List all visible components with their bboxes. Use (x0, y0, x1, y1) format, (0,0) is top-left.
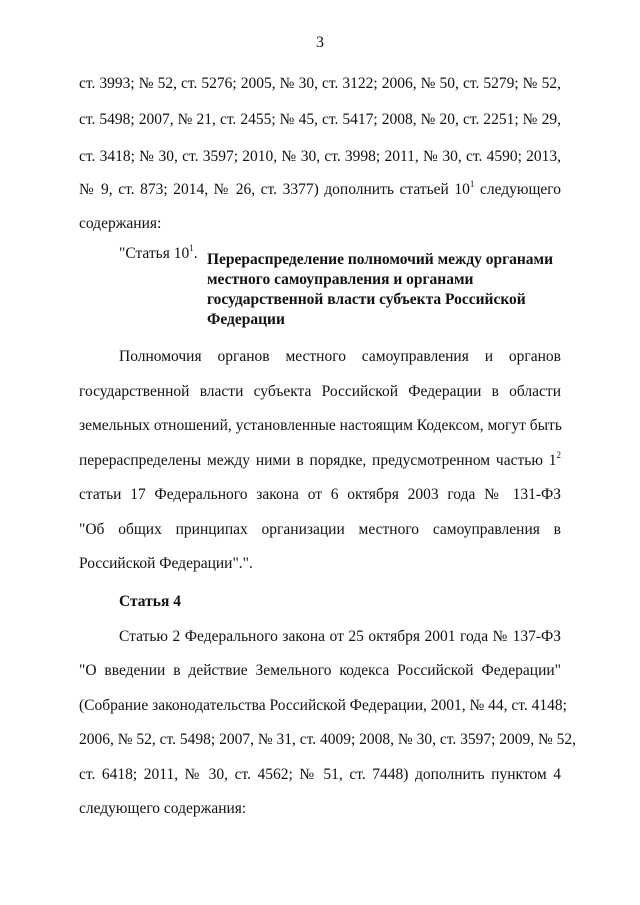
article-title (207, 250, 567, 330)
superscript: 2 (556, 450, 561, 460)
text-line: содержания: (79, 215, 162, 232)
superscript: 1 (469, 179, 475, 189)
text-line: следующего содержания: (79, 800, 247, 817)
article-4-heading: Статья 4 (119, 593, 181, 610)
text-line: Российской Федерации".". (79, 555, 253, 572)
text-line: земельных отношений, установленные настоящим Кодексом, могут быть (79, 417, 562, 434)
text-line-with-superscript (79, 181, 561, 199)
text-fragment: № 9, ст. 873; 2014, № 26, ст. 3377) дополнить статьей 10 (79, 181, 470, 198)
text-line: Полномочия органов местного самоуправления и органов (119, 348, 561, 365)
page-number: 3 (316, 34, 324, 51)
text-line-with-superscript (79, 452, 561, 470)
text-line: ст. 5498; 2007, № 21, ст. 2455; № 45, ст. 5417; 2008, № 20, ст. 2251; № 29, (79, 111, 561, 128)
text-fragment: следующего (474, 181, 561, 198)
article-title-line: Федерации (207, 311, 285, 328)
text-line: 2006, № 52, ст. 5498; 2007, № 31, ст. 4009; 2008, № 30, ст. 3597; 2009, № 52, (79, 731, 577, 748)
text-line: ст. 3418; № 30, ст. 3597; 2010, № 30, ст. 3998; 2011, № 30, ст. 4590; 2013, (79, 148, 561, 165)
text-line: Статью 2 Федерального закона от 25 октября 2001 года № 137-ФЗ (119, 628, 561, 645)
article-title-line: Перераспределение полномочий между органами (207, 251, 554, 268)
article-label-prefix: "Статья 10 (119, 245, 190, 262)
text-line: (Собрание законодательства Российской Федерации, 2001, № 44, ст. 4148; (79, 697, 567, 714)
article-label (119, 245, 198, 263)
text-line: "Об общих принципах организации местного самоуправления в (79, 521, 561, 538)
text-line: "О введении в действие Земельного кодекса Российской Федерации" (79, 662, 561, 679)
article-title-line: местного самоуправления и органами (207, 271, 474, 288)
article-label-superscript: 1 (189, 243, 194, 253)
text-line: ст. 6418; 2011, № 30, ст. 4562; № 51, ст. 7448) дополнить пунктом 4 (79, 766, 561, 783)
text-fragment: перераспределены между ними в порядке, предусмотренном частью 1 (79, 452, 557, 469)
text-line: статьи 17 Федерального закона от 6 октября 2003 года № 131-ФЗ (79, 486, 561, 503)
article-title-line: государственной власти субъекта Российской (207, 291, 526, 308)
text-line: ст. 3993; № 52, ст. 5276; 2005, № 30, ст. 3122; 2006, № 50, ст. 5279; № 52, (79, 75, 561, 92)
text-line: государственной власти субъекта Российской Федерации в области (79, 383, 561, 400)
article-label-suffix: . (193, 245, 198, 262)
